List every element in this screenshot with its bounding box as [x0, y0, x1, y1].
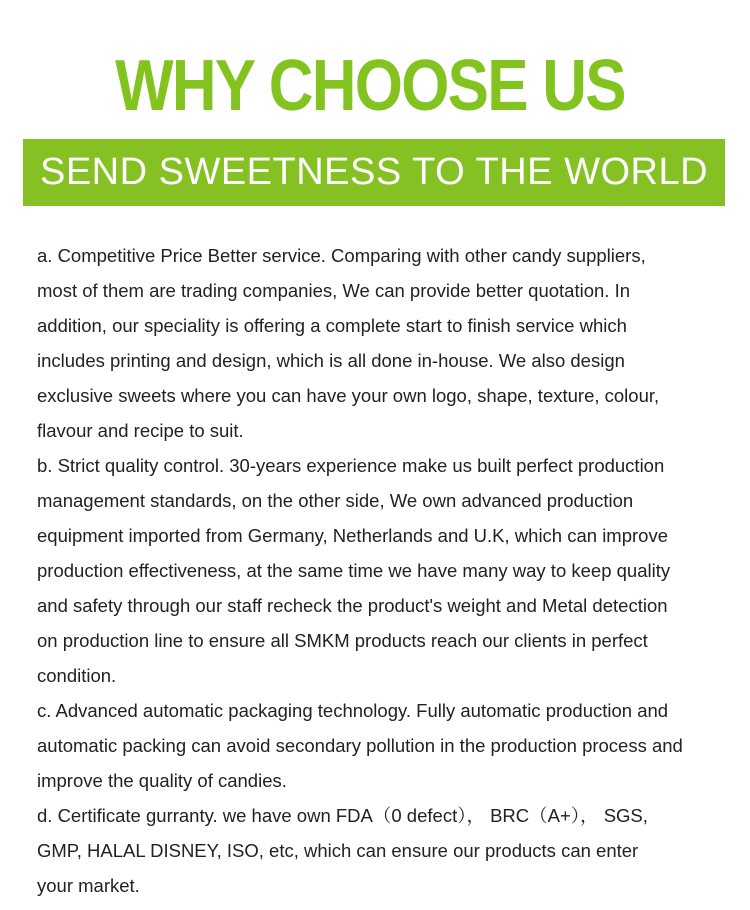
body-line: on production line to ensure all SMKM products reach our clients in perfect — [37, 630, 648, 651]
body-line: b. Strict quality control. 30-years experience make us built perfect production — [37, 455, 665, 476]
body-line: equipment imported from Germany, Netherlands and U.K, which can improve — [37, 525, 668, 546]
body-line: your market. — [37, 875, 140, 896]
body-line: and safety through our staff recheck the product's weight and Metal detection — [37, 595, 668, 616]
body-line: automatic packing can avoid secondary pollution in the production process and — [37, 735, 683, 756]
body-text — [37, 238, 742, 903]
body-line: management standards, on the other side, We own advanced production — [37, 490, 634, 511]
body-line: improve the quality of candies. — [37, 770, 287, 791]
banner-text: SEND SWEETNESS TO THE WORLD — [39, 151, 709, 193]
body-line: production effectiveness, at the same time we have many way to keep quality — [37, 560, 671, 581]
body-line: a. Competitive Price Better service. Comparing with other candy suppliers, — [37, 245, 646, 266]
banner — [23, 139, 725, 206]
body-line: flavour and recipe to suit. — [37, 420, 244, 441]
body-line: d. Certificate gurranty. we have own FDA（0 defect）， BRC（A+）， SGS, — [37, 805, 648, 826]
body-line: GMP, HALAL DISNEY, ISO, etc, which can ensure our products can enter — [37, 840, 639, 861]
body-line: includes printing and design, which is all done in-house. We also design — [37, 350, 625, 371]
body-line: addition, our speciality is offering a complete start to finish service which — [37, 315, 627, 336]
page-title: WHY CHOOSE US — [115, 46, 625, 126]
body-line: c. Advanced automatic packaging technology. Fully automatic production and — [37, 700, 669, 721]
body-line: condition. — [37, 665, 117, 686]
body-line: exclusive sweets where you can have your own logo, shape, texture, colour, — [37, 385, 660, 406]
body-line: most of them are trading companies, We can provide better quotation. In — [37, 280, 631, 301]
